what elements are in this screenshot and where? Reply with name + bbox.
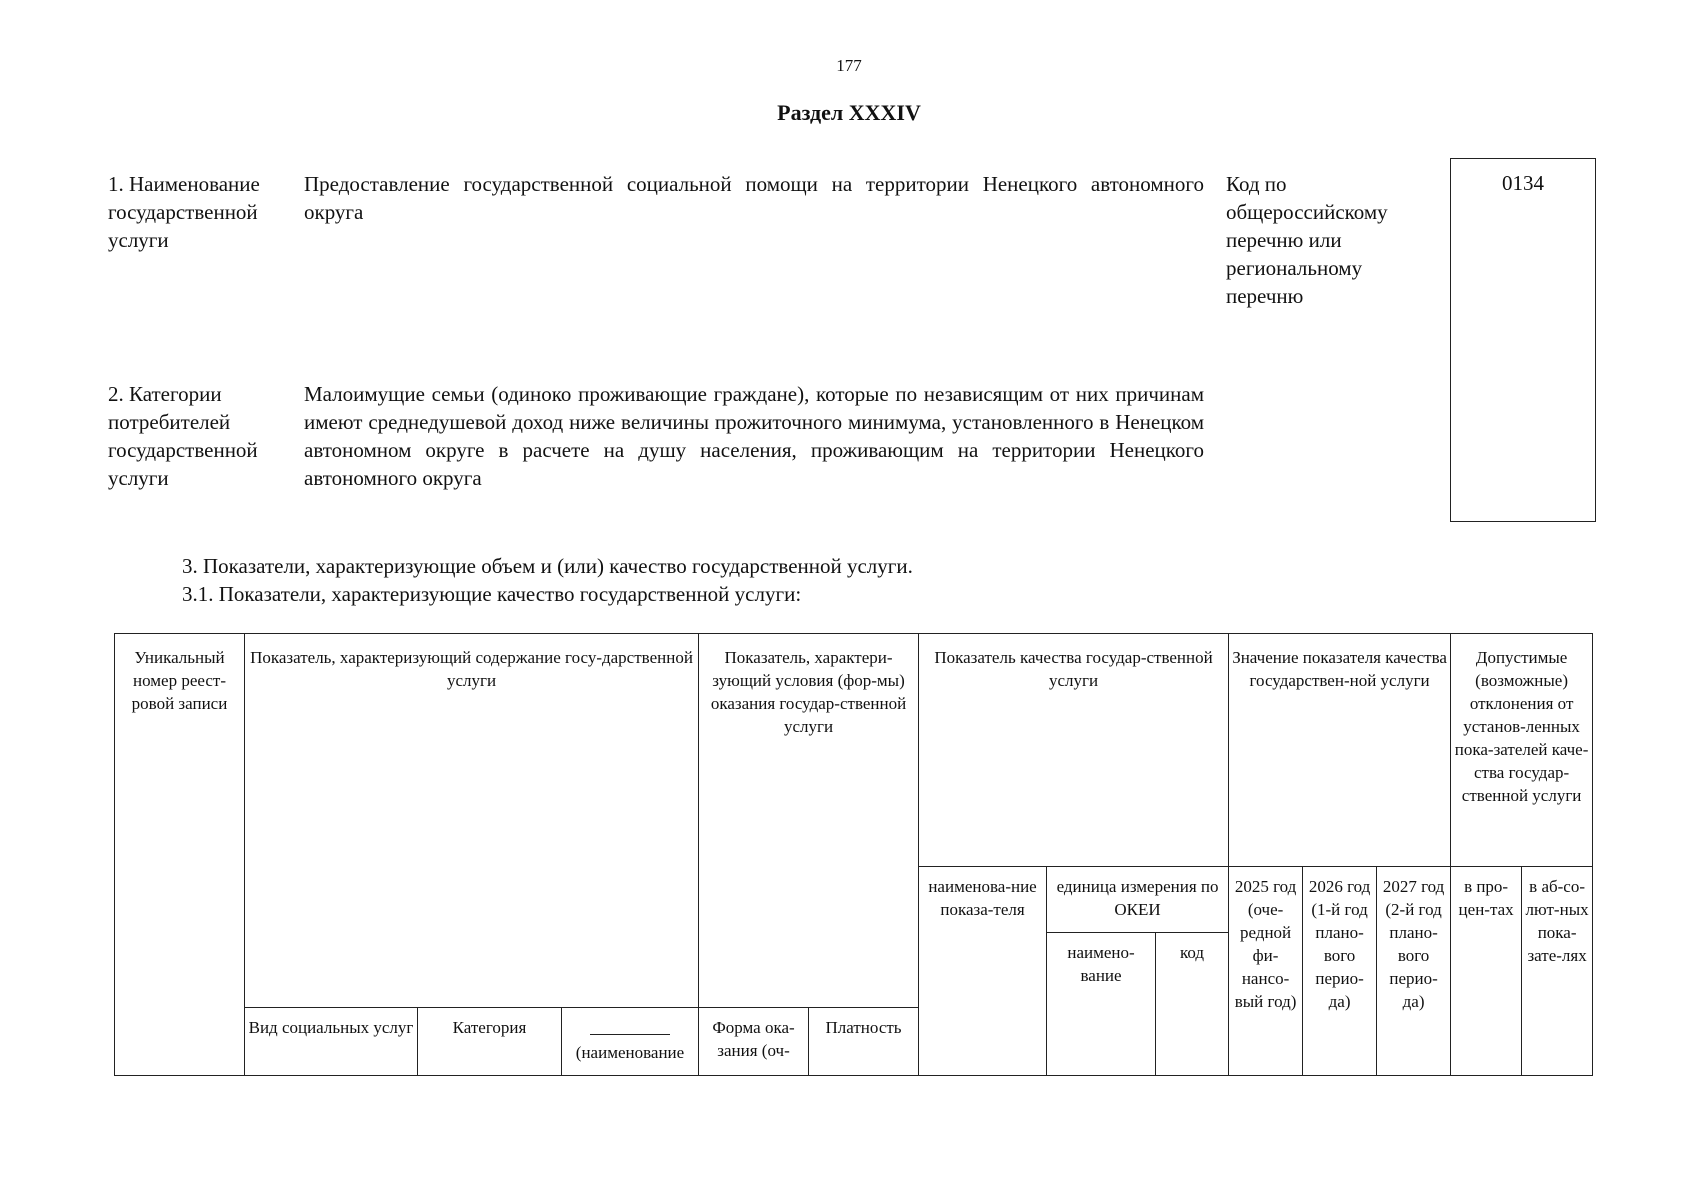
header-naming <box>562 1008 699 1076</box>
header-quality-value: Значение показателя качества государствен-ной услуги <box>1229 634 1451 867</box>
header-quality-indicator: Показатель качества государ-ственной услуги <box>919 634 1229 867</box>
header-year-2025: 2025 год (оче-редной фи-нансо-вый год) <box>1229 867 1303 1076</box>
header-okei-code: код <box>1156 933 1229 1076</box>
paragraph-3: 3. Показатели, характеризующие объем и (или) качество государственной услуги. <box>182 554 913 578</box>
consumer-category-label: 2. Категории потребителей государственной услуги <box>108 382 258 490</box>
header-naming-text: (наименование <box>575 1043 685 1062</box>
header-unique-number: Уникальный номер реест-ровой записи <box>115 634 245 1076</box>
code-value: 0134 <box>1502 171 1544 195</box>
header-okei-unit: единица измерения по ОКЕИ <box>1047 867 1229 933</box>
header-in-absolute: в аб-со-лют-ных пока-зате-лях <box>1522 867 1593 1076</box>
service-name-text: Предоставление государственной социальной помощи на территории Ненецкого автономного округа <box>304 172 1204 224</box>
paragraph-3-1: 3.1. Показатели, характеризующие качество государственной услуги: <box>182 582 802 606</box>
header-form: Форма ока-зания (оч- <box>699 1008 809 1076</box>
page-number: 177 <box>836 56 862 75</box>
header-service-type: Вид социальных услуг <box>245 1008 418 1076</box>
section-title: Раздел XXXIV <box>777 100 921 125</box>
code-box <box>1450 158 1596 522</box>
header-year-2026: 2026 год (1-й год плано-вого перио-да) <box>1303 867 1377 1076</box>
header-conditions-indicator: Показатель, характери-зующий условия (фор-мы) оказания государ-ственной услуги <box>699 634 919 1008</box>
header-payment: Платность <box>809 1008 919 1076</box>
header-indicator-name: наименова-ние показа-теля <box>919 867 1047 1076</box>
code-label: Код по общероссийскому перечню или региональному перечню <box>1226 172 1388 308</box>
quality-indicators-table <box>114 633 1593 1076</box>
header-deviations: Допустимые (возможные) отклонения от установ-ленных пока-зателей каче-ства государ-ственной услуги <box>1451 634 1593 867</box>
header-year-2027: 2027 год (2-й год плано-вого перио-да) <box>1377 867 1451 1076</box>
consumer-category-text: Малоимущие семьи (одиноко проживающие граждане), которые по независящим от них причинам имеют среднедушевой доход ниже величины прожиточного минимума, установленного в Ненецком автономном округе в расчете на душу населения, проживающим на территории Ненецкого автономного округа <box>304 382 1204 490</box>
header-in-percent: в про-цен-тах <box>1451 867 1522 1076</box>
header-category: Категория <box>418 1008 562 1076</box>
header-okei-name: наимено-вание <box>1047 933 1156 1076</box>
blank-line <box>590 1016 670 1035</box>
header-content-indicator: Показатель, характеризующий содержание госу-дарственной услуги <box>245 634 699 1008</box>
service-name-label: 1. Наименование государственной услуги <box>108 172 260 252</box>
